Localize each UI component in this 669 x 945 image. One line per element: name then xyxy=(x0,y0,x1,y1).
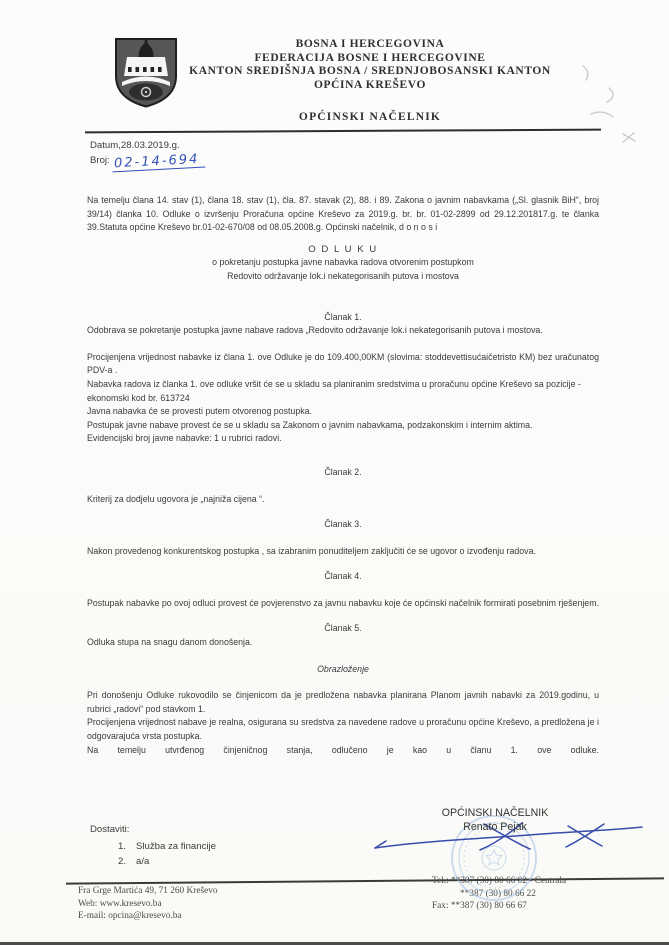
footer-phone-1: Tel.: **387 (30) 80 66 02 - Centrala xyxy=(432,876,567,886)
rationale-paragraph: Procijenjena vrijednost nabave je realna, osigurana su sredstva za navedene radove u proračunu općine Kreševo, a predložena je i odgovarajuća vrsta postupka. xyxy=(87,717,599,742)
distribution-list xyxy=(90,822,216,869)
rationale-paragraph: Pri donošenju Odluke rukovodilo se činjenicom da je predložena nabavka planirana Planom javnih nabavki za 2019.godinu, u rubrici „radovi“ pod stavkom 1. xyxy=(87,690,599,714)
footer-fax: Fax: **387 (30) 80 66 67 xyxy=(432,901,527,912)
header-divider xyxy=(85,129,601,134)
rationale-paragraph: Na temelju utvrđenog činjeničnog stanja, odlučeno je kao u članu 1. ove odluke. xyxy=(87,744,599,755)
article-3-paragraph: Nakon provedenog konkurentskog postupka , sa izabranim ponuditeljem zaključiti će se ugovor o izvođenju radova. xyxy=(87,545,536,556)
distribution-item-text: a/a xyxy=(136,856,150,867)
letterhead-canton: KANTON SREDIŠNJA BOSNA / SREDNJOBOSANSKI KANTON xyxy=(189,65,551,77)
distribution-item-number: 1. xyxy=(118,841,127,852)
article-1-paragraph: Procijenjena vrijednost nabavke iz člana 1. ove Odluke je do 109.400,00KM (slovima: stoddevettisućaičetristo KM) bez uračunatog PDV-a . xyxy=(87,351,599,376)
issuing-office: OPĆINSKI NAČELNIK xyxy=(298,111,442,123)
footer-email: E-mail: opcina@kresevo.ba xyxy=(78,911,182,922)
letterhead-country: BOSNA I HERCEGOVINA xyxy=(295,38,445,50)
distribution-label: Dostaviti: xyxy=(90,824,130,835)
article-5-heading: Članak 5. xyxy=(324,623,362,634)
letterhead-federation: FEDERACIJA BOSNE I HERCEGOVINE xyxy=(254,51,486,64)
footer-address: Fra Grge Martića 49, 71 260 Kreševo xyxy=(78,886,218,896)
decision-subtitle-2: Redovito održavanje lok.i nekategorisanih putova i mostova xyxy=(227,270,459,281)
article-1-paragraph: Nabavka radova iz članka 1. ove odluke vršit će se u skladu sa planiranim sredstvima u proračunu općine Kreševo sa pozicije -ekonomski kod br. 613724 xyxy=(87,378,581,403)
article-3-heading: Članak 3. xyxy=(324,519,362,530)
signature-block xyxy=(380,806,610,834)
signatory-title: OPĆINSKI NAČELNIK xyxy=(441,807,549,819)
article-1-paragraph: Javna nabavka će se provesti putem otvorenog postupka. xyxy=(87,406,312,417)
article-2-paragraph: Kriterij za dodjelu ugovora je „najniža cijena “. xyxy=(87,493,265,504)
footer-web: Web: www.kresevo.ba xyxy=(78,898,162,909)
distribution-item-text: Služba za financije xyxy=(136,841,216,852)
decision-subtitle-1: o pokretanju postupka javne nabavka radova otvorenim postupkom xyxy=(212,257,474,268)
distribution-item-number: 2. xyxy=(118,856,127,867)
article-4-paragraph: Postupak nabavke po ovoj odluci provest će povjerenstvo za javnu nabavku koje će općinski načelnik formirati posebnim rješenjem. xyxy=(87,597,599,608)
distribution-item xyxy=(118,854,216,869)
footer-phone-2: **387 (30) 80 66 22 xyxy=(460,888,536,899)
article-1-heading: Članak 1. xyxy=(324,311,362,322)
document-body xyxy=(87,190,599,757)
article-2-heading: Članak 2. xyxy=(324,466,362,477)
pencil-scribble-marks xyxy=(531,48,651,163)
footer-contact-left xyxy=(78,885,218,923)
document-number-label: Broj: xyxy=(90,155,110,166)
article-1-paragraph: Postupak javne nabave provest će se u skladu sa Zakonom o javnim nabavkama, podzakonskim i internim aktima. xyxy=(87,419,533,430)
preamble: Na temelju člana 14. stav (1), člana 18. stav (1), čla. 87. stavak (2), 88. i 89. Zakona o javnim nabavkama („Sl. glasnik BiH“, broj 39/14) članka 10. Odluke o izvršenju Proračuna općine Kreševo za 2019.g. br. br. 01-02-2899 od 29.12.201817.g. te članka 39.Statuta općine Kreševo br.01-02-670/08 od 08.05.2008.g. Općinski načelnik, d o n o s i xyxy=(87,195,599,233)
document-date: Datum,28.03.2019.g. xyxy=(90,140,180,151)
article-5-paragraph: Odluka stupa na snagu danom donošenja. xyxy=(87,637,253,648)
footer-divider xyxy=(66,877,664,884)
decision-title: O D L U K U xyxy=(308,243,378,255)
article-1-paragraph: Evidencijski broj javne nabavke: 1 u rubrici radovi. xyxy=(87,433,282,444)
signatory-name: Renato Pejak xyxy=(463,821,527,833)
rationale-heading: Obrazloženje xyxy=(317,663,369,674)
article-1-paragraph: Odobrava se pokretanje postupka javne nabave radova „Redovito održavanje lok.i nekategorisanih putova i mostova. xyxy=(87,325,543,336)
distribution-item xyxy=(118,839,216,854)
document-meta xyxy=(90,139,206,172)
article-4-heading: Članak 4. xyxy=(324,571,362,582)
letterhead-municipality: OPĆINA KREŠEVO xyxy=(313,78,426,91)
document-number-handwritten: 02-14-694 xyxy=(112,153,206,173)
